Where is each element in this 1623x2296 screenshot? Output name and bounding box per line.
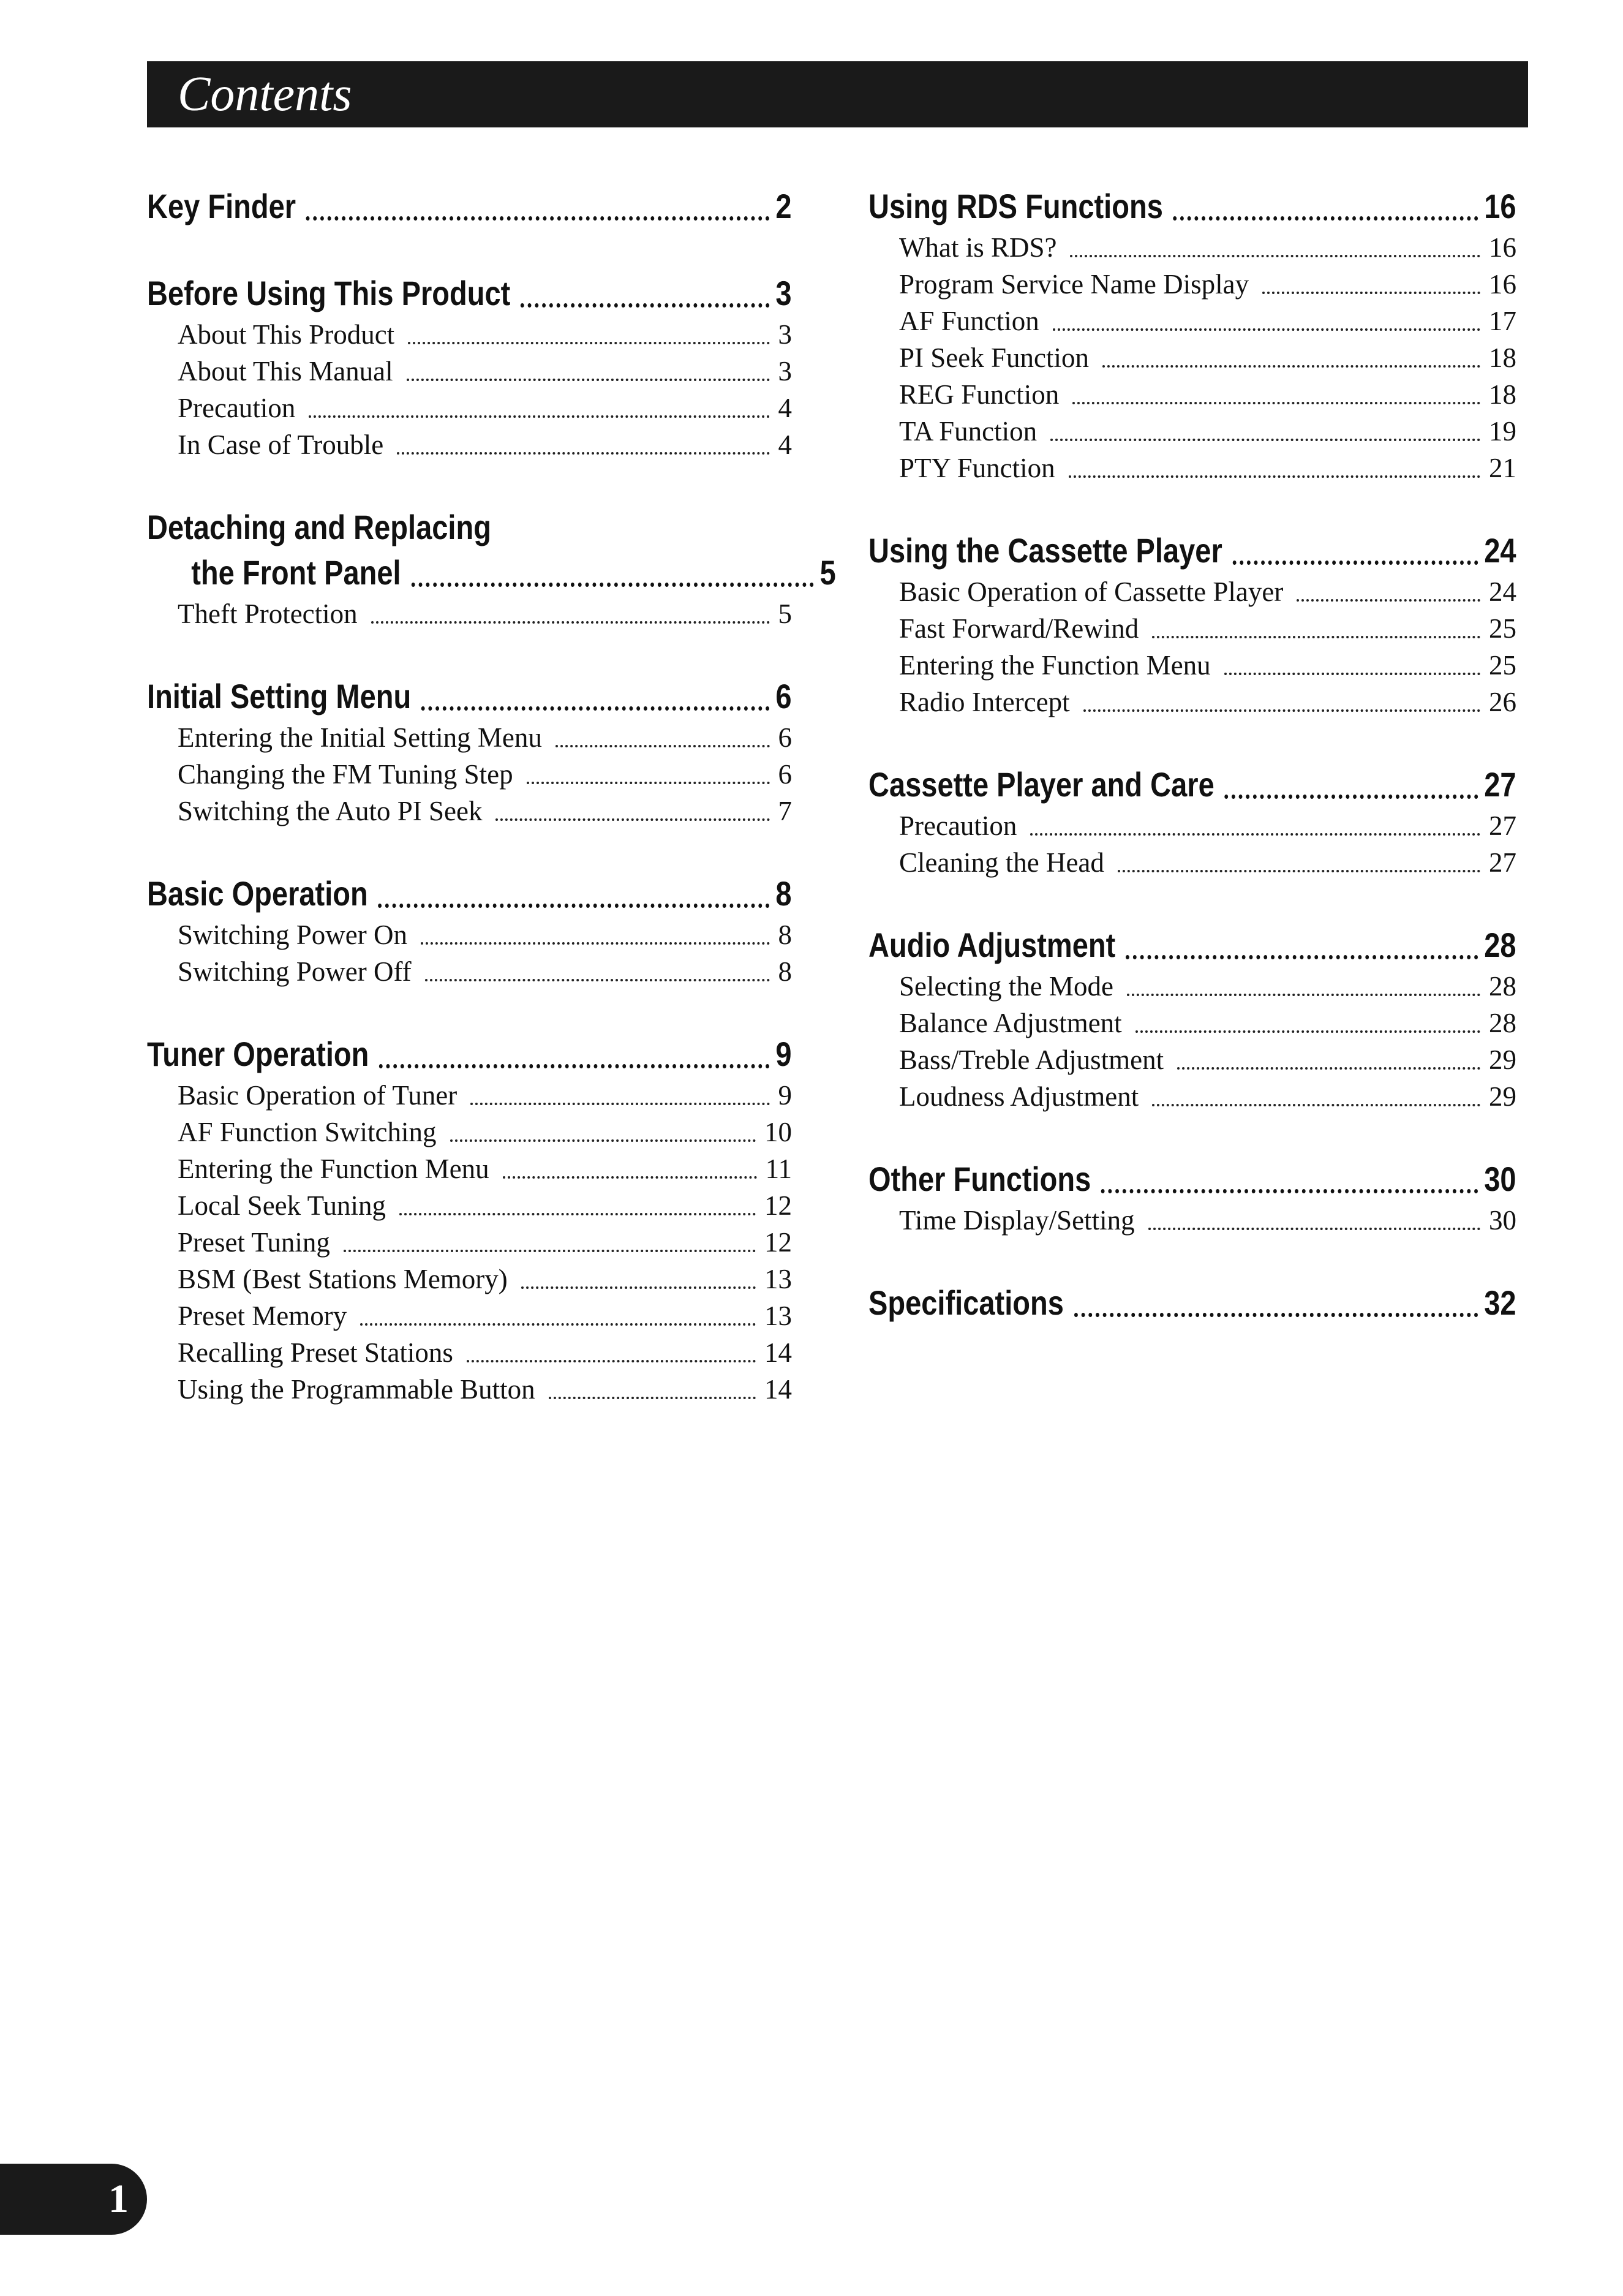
toc-entry-label: Theft Protection: [178, 599, 358, 629]
leader-dots: [1225, 795, 1478, 799]
leader-dots: [1148, 1228, 1480, 1230]
leader-dots: [1173, 216, 1478, 221]
toc-entry[interactable]: [178, 1224, 792, 1261]
toc-entry-label: Local Seek Tuning: [178, 1190, 386, 1221]
leader-dots: [521, 303, 769, 308]
toc-entry-label: Switching the Auto PI Seek: [178, 796, 483, 826]
toc-section-rds: [868, 184, 1516, 486]
leader-dots: [521, 1286, 756, 1289]
toc-entry-page: 8: [778, 920, 792, 950]
leader-dots: [527, 782, 770, 784]
toc-heading[interactable]: [868, 184, 1516, 229]
leader-dots: [1030, 833, 1480, 836]
leader-dots: [1224, 673, 1480, 675]
leader-dots: [450, 1139, 756, 1142]
toc-heading-page: 30: [1484, 1160, 1516, 1198]
toc-heading-page: 2: [775, 187, 792, 225]
leader-dots: [421, 706, 769, 711]
toc-entry-page: 9: [778, 1080, 792, 1111]
toc-entry[interactable]: [899, 1005, 1516, 1041]
toc-section-cassette-player: [868, 528, 1516, 720]
toc-entry-page: 27: [1489, 810, 1516, 841]
toc-entry[interactable]: [899, 844, 1516, 881]
toc-entry[interactable]: [178, 1297, 792, 1334]
toc-entry[interactable]: [178, 756, 792, 793]
page-number-tab: [0, 2164, 147, 2235]
toc-heading-page: 28: [1484, 926, 1516, 964]
toc-entry-page: 29: [1489, 1081, 1516, 1112]
leader-dots: [1083, 709, 1480, 712]
toc-entry-label: Bass/Treble Adjustment: [899, 1044, 1164, 1075]
toc-heading-title: Tuner Operation: [147, 1035, 369, 1073]
toc-heading-title: Other Functions: [868, 1160, 1091, 1198]
toc-entry-page: 16: [1489, 232, 1516, 263]
leader-dots: [1070, 255, 1480, 257]
toc-entry-page: 19: [1489, 416, 1516, 447]
toc-heading[interactable]: [147, 271, 792, 316]
toc-entry-page: 29: [1489, 1044, 1516, 1075]
toc-heading[interactable]: [147, 184, 792, 229]
page-title: Contents: [178, 67, 352, 121]
leader-dots: [425, 979, 770, 981]
toc-entry-page: 10: [764, 1117, 792, 1147]
toc-heading-line1[interactable]: [147, 505, 792, 550]
toc-entry-label: AF Function Switching: [178, 1117, 437, 1147]
toc-section-tuner-operation: [147, 1032, 792, 1408]
leader-dots: [344, 1250, 756, 1252]
toc-entry[interactable]: [899, 647, 1516, 684]
toc-heading-page: 8: [775, 874, 792, 913]
toc-entry-page: 28: [1489, 971, 1516, 1002]
leader-dots: [1152, 1104, 1480, 1106]
toc-entry[interactable]: [178, 1150, 792, 1187]
toc-entry-page: 12: [764, 1227, 792, 1258]
leader-dots: [407, 379, 770, 381]
toc-heading[interactable]: [868, 528, 1516, 573]
leader-dots: [371, 621, 770, 624]
toc-heading-page: 5: [819, 553, 836, 592]
toc-heading[interactable]: [868, 923, 1516, 968]
leader-dots: [1127, 994, 1480, 996]
toc-entry-label: Balance Adjustment: [899, 1008, 1122, 1038]
toc-entry[interactable]: [899, 684, 1516, 720]
toc-entry-page: 11: [765, 1154, 792, 1184]
toc-heading-title: Audio Adjustment: [868, 926, 1116, 964]
toc-entry-label: Program Service Name Display: [899, 269, 1249, 300]
toc-entry[interactable]: [899, 968, 1516, 1005]
toc-entry-page: 3: [778, 319, 792, 350]
toc-section-audio-adjustment: [868, 923, 1516, 1115]
toc-entry-label: Fast Forward/Rewind: [899, 613, 1139, 644]
leader-dots: [1050, 439, 1480, 441]
leader-dots: [1074, 1313, 1478, 1317]
toc-left-column: [147, 184, 836, 1449]
toc-right-column: [868, 184, 1516, 1367]
toc-entry-page: 6: [778, 722, 792, 753]
leader-dots: [495, 818, 769, 821]
toc-entry-page: 14: [764, 1337, 792, 1368]
toc-entry-page: 6: [778, 759, 792, 790]
leader-dots: [1101, 1189, 1478, 1193]
toc-heading-line2[interactable]: [147, 550, 836, 595]
toc-entry[interactable]: [899, 303, 1516, 339]
toc-section-other-functions: [868, 1157, 1516, 1239]
toc-entry[interactable]: [178, 426, 792, 463]
toc-entry-label: REG Function: [899, 379, 1060, 410]
toc-heading-page: 24: [1484, 531, 1516, 570]
leader-dots: [306, 216, 769, 221]
toc-heading-title: Basic Operation: [147, 874, 368, 913]
toc-entry[interactable]: [178, 1371, 792, 1408]
toc-entry-page: 21: [1489, 453, 1516, 483]
toc-entry-label: Cleaning the Head: [899, 847, 1104, 878]
toc-entry[interactable]: [899, 376, 1516, 413]
toc-heading-title: Initial Setting Menu: [147, 677, 412, 716]
toc-entry[interactable]: [178, 1261, 792, 1297]
toc-section-detaching: [147, 505, 836, 632]
leader-dots: [549, 1397, 756, 1399]
toc-entry[interactable]: [178, 953, 792, 990]
toc-entry-page: 13: [764, 1301, 792, 1331]
toc-entry[interactable]: [178, 916, 792, 953]
leader-dots: [1053, 328, 1480, 331]
toc-entry[interactable]: [899, 1041, 1516, 1078]
toc-entry-label: Switching Power On: [178, 920, 407, 950]
toc-section-cassette-care: [868, 762, 1516, 881]
toc-entry-label: Selecting the Mode: [899, 971, 1113, 1002]
toc-heading-page: 32: [1484, 1283, 1516, 1322]
toc-entry-label: PI Seek Function: [899, 342, 1089, 373]
toc-entry-label: Entering the Initial Setting Menu: [178, 722, 542, 753]
toc-entry-page: 8: [778, 956, 792, 987]
toc-entry[interactable]: [899, 1202, 1516, 1239]
toc-entry-page: 24: [1489, 576, 1516, 607]
toc-entry-page: 25: [1489, 613, 1516, 644]
toc-heading[interactable]: [147, 871, 792, 916]
toc-entry-label: Changing the FM Tuning Step: [178, 759, 513, 790]
toc-entry-page: 18: [1489, 342, 1516, 373]
leader-dots: [421, 942, 770, 945]
toc-heading[interactable]: [868, 762, 1516, 807]
toc-heading-title: Detaching and Replacing: [147, 508, 491, 546]
leader-dots: [1297, 599, 1480, 602]
toc-heading-page: 9: [775, 1035, 792, 1073]
toc-entry-page: 13: [764, 1264, 792, 1294]
toc-entry-label: AF Function: [899, 306, 1039, 336]
toc-entry-label: PTY Function: [899, 453, 1055, 483]
leader-dots: [1126, 955, 1478, 959]
toc-entry[interactable]: [899, 450, 1516, 486]
toc-entry-label: Basic Operation of Tuner: [178, 1080, 458, 1111]
toc-entry-label: Loudness Adjustment: [899, 1081, 1139, 1112]
page-number: 1: [108, 2177, 129, 2221]
toc-entry[interactable]: [178, 1114, 792, 1150]
toc-heading-title: Key Finder: [147, 187, 296, 225]
toc-entry-page: 4: [778, 393, 792, 423]
toc-entry-label: Preset Tuning: [178, 1227, 330, 1258]
toc-entry-label: BSM (Best Stations Memory): [178, 1264, 508, 1294]
leader-dots: [1262, 292, 1480, 294]
toc-entry[interactable]: [178, 353, 792, 390]
toc-entry-label: About This Manual: [178, 356, 393, 387]
leader-dots: [555, 745, 770, 747]
contents-header-bar: [147, 61, 1528, 127]
leader-dots: [1102, 365, 1480, 368]
leader-dots: [503, 1176, 757, 1179]
toc-heading-title-line2: the Front Panel: [191, 553, 401, 592]
toc-heading-title: Using RDS Functions: [868, 187, 1163, 225]
toc-entry-label: Precaution: [899, 810, 1017, 841]
toc-entry-page: 5: [778, 599, 792, 629]
toc-heading-title: Before Using This Product: [147, 274, 511, 312]
toc-entry-label: Radio Intercept: [899, 687, 1070, 717]
leader-dots: [378, 904, 770, 908]
toc-entry-page: 12: [764, 1190, 792, 1221]
toc-entry[interactable]: [178, 793, 792, 829]
toc-entry-page: 4: [778, 429, 792, 460]
toc-section-initial-setting: [147, 674, 792, 829]
toc-entry[interactable]: [899, 573, 1516, 610]
leader-dots: [467, 1360, 756, 1362]
toc-heading-title: Cassette Player and Care: [868, 765, 1214, 804]
leader-dots: [1233, 561, 1478, 565]
toc-entry[interactable]: [178, 1077, 792, 1114]
toc-entry[interactable]: [899, 807, 1516, 844]
toc-section-before-using: [147, 271, 792, 463]
toc-entry-label: Precaution: [178, 393, 296, 423]
toc-heading[interactable]: [868, 1280, 1516, 1326]
leader-dots: [1118, 870, 1480, 872]
toc-heading-page: 3: [775, 274, 792, 312]
leader-dots: [399, 1213, 756, 1215]
toc-heading-title: Specifications: [868, 1283, 1064, 1322]
toc-entry-page: 17: [1489, 306, 1516, 336]
toc-entry-page: 18: [1489, 379, 1516, 410]
leader-dots: [470, 1103, 769, 1105]
toc-heading[interactable]: [147, 1032, 792, 1077]
toc-heading-page: 16: [1484, 187, 1516, 225]
toc-entry-page: 25: [1489, 650, 1516, 681]
toc-entry[interactable]: [899, 266, 1516, 303]
toc-entry-label: Switching Power Off: [178, 956, 412, 987]
toc-entry-label: Preset Memory: [178, 1301, 347, 1331]
toc-entry-label: Entering the Function Menu: [899, 650, 1211, 681]
toc-heading[interactable]: [868, 1157, 1516, 1202]
toc-entry[interactable]: [899, 339, 1516, 376]
leader-dots: [309, 415, 769, 418]
toc-entry-page: 3: [778, 356, 792, 387]
leader-dots: [1135, 1030, 1480, 1033]
leader-dots: [1072, 402, 1480, 404]
toc-section-key-finder: [147, 184, 792, 229]
toc-entry[interactable]: [899, 610, 1516, 647]
leader-dots: [360, 1323, 756, 1326]
toc-entry-page: 27: [1489, 847, 1516, 878]
toc-entry-page: 28: [1489, 1008, 1516, 1038]
toc-entry-page: 30: [1489, 1205, 1516, 1236]
toc-entry-label: What is RDS?: [899, 232, 1057, 263]
leader-dots: [411, 583, 813, 587]
toc-heading-title: Using the Cassette Player: [868, 531, 1222, 570]
toc-entry-label: Time Display/Setting: [899, 1205, 1135, 1236]
toc-entry-label: Recalling Preset Stations: [178, 1337, 453, 1368]
toc-section-basic-operation: [147, 871, 792, 990]
toc-entry[interactable]: [178, 595, 792, 632]
toc-entry-label: Using the Programmable Button: [178, 1374, 535, 1405]
toc-heading-page: 6: [775, 677, 792, 716]
leader-dots: [379, 1064, 769, 1068]
toc-entry[interactable]: [899, 1078, 1516, 1115]
leader-dots: [1177, 1067, 1480, 1070]
toc-entry-label: Basic Operation of Cassette Player: [899, 576, 1284, 607]
toc-entry-page: 14: [764, 1374, 792, 1405]
toc-heading-page: 27: [1484, 765, 1516, 804]
toc-entry[interactable]: [178, 1187, 792, 1224]
toc-entry-label: In Case of Trouble: [178, 429, 384, 460]
toc-entry-page: 7: [778, 796, 792, 826]
toc-entry[interactable]: [178, 390, 792, 426]
toc-section-specifications: [868, 1280, 1516, 1326]
leader-dots: [408, 342, 769, 344]
toc-entry[interactable]: [899, 229, 1516, 266]
toc-entry-page: 16: [1489, 269, 1516, 300]
toc-entry[interactable]: [178, 1334, 792, 1371]
toc-heading[interactable]: [147, 674, 792, 719]
toc-entry-label: TA Function: [899, 416, 1037, 447]
leader-dots: [397, 452, 769, 455]
toc-entry-label: About This Product: [178, 319, 395, 350]
leader-dots: [1069, 475, 1480, 478]
toc-entry-page: 26: [1489, 687, 1516, 717]
toc-entry[interactable]: [178, 316, 792, 353]
toc-entry[interactable]: [178, 719, 792, 756]
leader-dots: [1152, 636, 1480, 638]
toc-entry[interactable]: [899, 413, 1516, 450]
toc-entry-label: Entering the Function Menu: [178, 1154, 489, 1184]
